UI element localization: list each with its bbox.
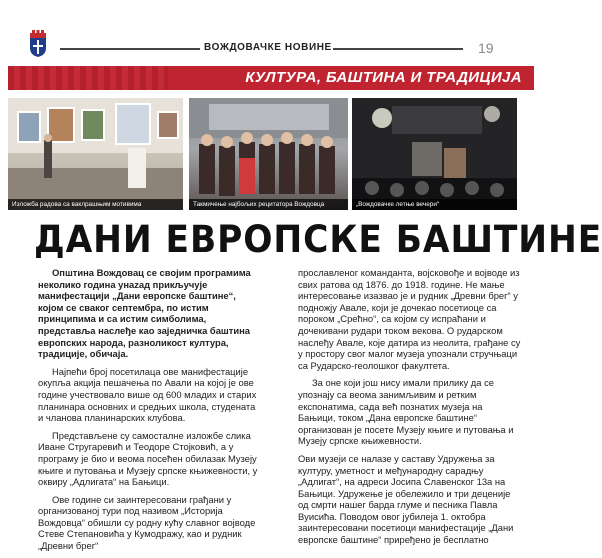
article-paragraph: За оне који још нису имали прилику да се упознају са веома занимљивим и ретким експонатима, сада већ познатих музеја на Бањици, током „Дана европске баштине“ организован је посете Музеју књиге и путовања и Музеју српске књижевности. [298,377,514,447]
article-column-left [38,267,260,558]
recitation-photo-image [189,98,348,210]
photo-recitation [189,98,348,210]
page-number: 19 [478,40,494,56]
municipality-crest-icon [28,30,48,58]
header-rule-left [60,48,200,50]
article-paragraph: Најпећи број посетилаца ове манифестације окупља акција пешачења по Авали на којој је ове године учествовало више од 600 младих и старих планинара основних и средњих школа, студената и чланова планинарских клубова. [38,365,257,424]
article-paragraph: Ове године си заинтересовани грађани у организованој тури под називом „Историја Вождовца“ обишли су родну кућу славног војводе Стеве Степановића у Кумодражу, као и рудник „Древни брег“ [38,493,256,552]
section-title: КУЛТУРА, БАШТИНА И ТРАДИЦИЈА [245,69,522,86]
article-paragraph: Представљене су самосталне изложбе слика Иване Стругаревић и Теодоре Стојковић, а у програму је био и веома посећен обилазак Музеју књиге и путовања и Музеју српске књижевности, у оквиру „Адлигата“ на Бањици. [38,429,258,488]
photo-caption: Такмичење најбољих рецитатора Вождовца [189,199,348,210]
exhibition-photo-image [8,98,183,210]
photo-summer-evenings [352,98,517,210]
article-lead: Општина Вождовац се својим програмима неколико година унazaд прикључује манифестацији „Дани европске баштине“, којом се сваког септембра, по истим принципима и са истим симболима, представља наслеђе као заједничка баштина европских народа, разноликост култура, традиције, обичаја. [38,267,251,360]
section-banner [8,66,534,90]
photo-caption: Изложба радова са ваклрашњим мотивима [8,199,183,210]
article-column-right [298,267,522,552]
article-paragraph: Ови музеји се налазе у саставу Удружења за културу, уметност и међународну сарадњу „Адлигат“, на адреси Јосипа Славенског 13а на Бањици. Удружење је обележило и три деценије од смрти нашег барда глуме и песника Павла Вуисића. Поводом овог јубилеја 1. октобра заинтересовани посетиоци манифестације „Дани европске баштине“ приређено је бесплатно [298,452,514,546]
article-headline: ДАНИ ЕВРОПСКЕ БАШТИНЕ [34,218,602,261]
article-paragraph: прославленог команданта, војсковође и војводе из свих ратова од 1876. до 1918. године. Не мање интересовање изазвао је и рудник „Древни брег“ у подножју Авале, који је дочекао посетиоце са пороком „Срећно“, са којом су испраћани и дочекивани рудари током векова. О рударском наслеђу Авале, које датира из неолита, грађане су у простору свог малог музеја упознали стручњаци са Рударско-геолошког факултета. [298,267,521,371]
publication-name: ВОЖДОВАЧКЕ НОВИНЕ [204,42,332,53]
header-rule-right [333,48,463,50]
banner-pattern [8,66,168,90]
summer-evenings-photo-image [352,98,517,210]
photo-caption: „Вождовачке летње вечери“ [352,199,517,210]
photo-exhibition [8,98,183,210]
